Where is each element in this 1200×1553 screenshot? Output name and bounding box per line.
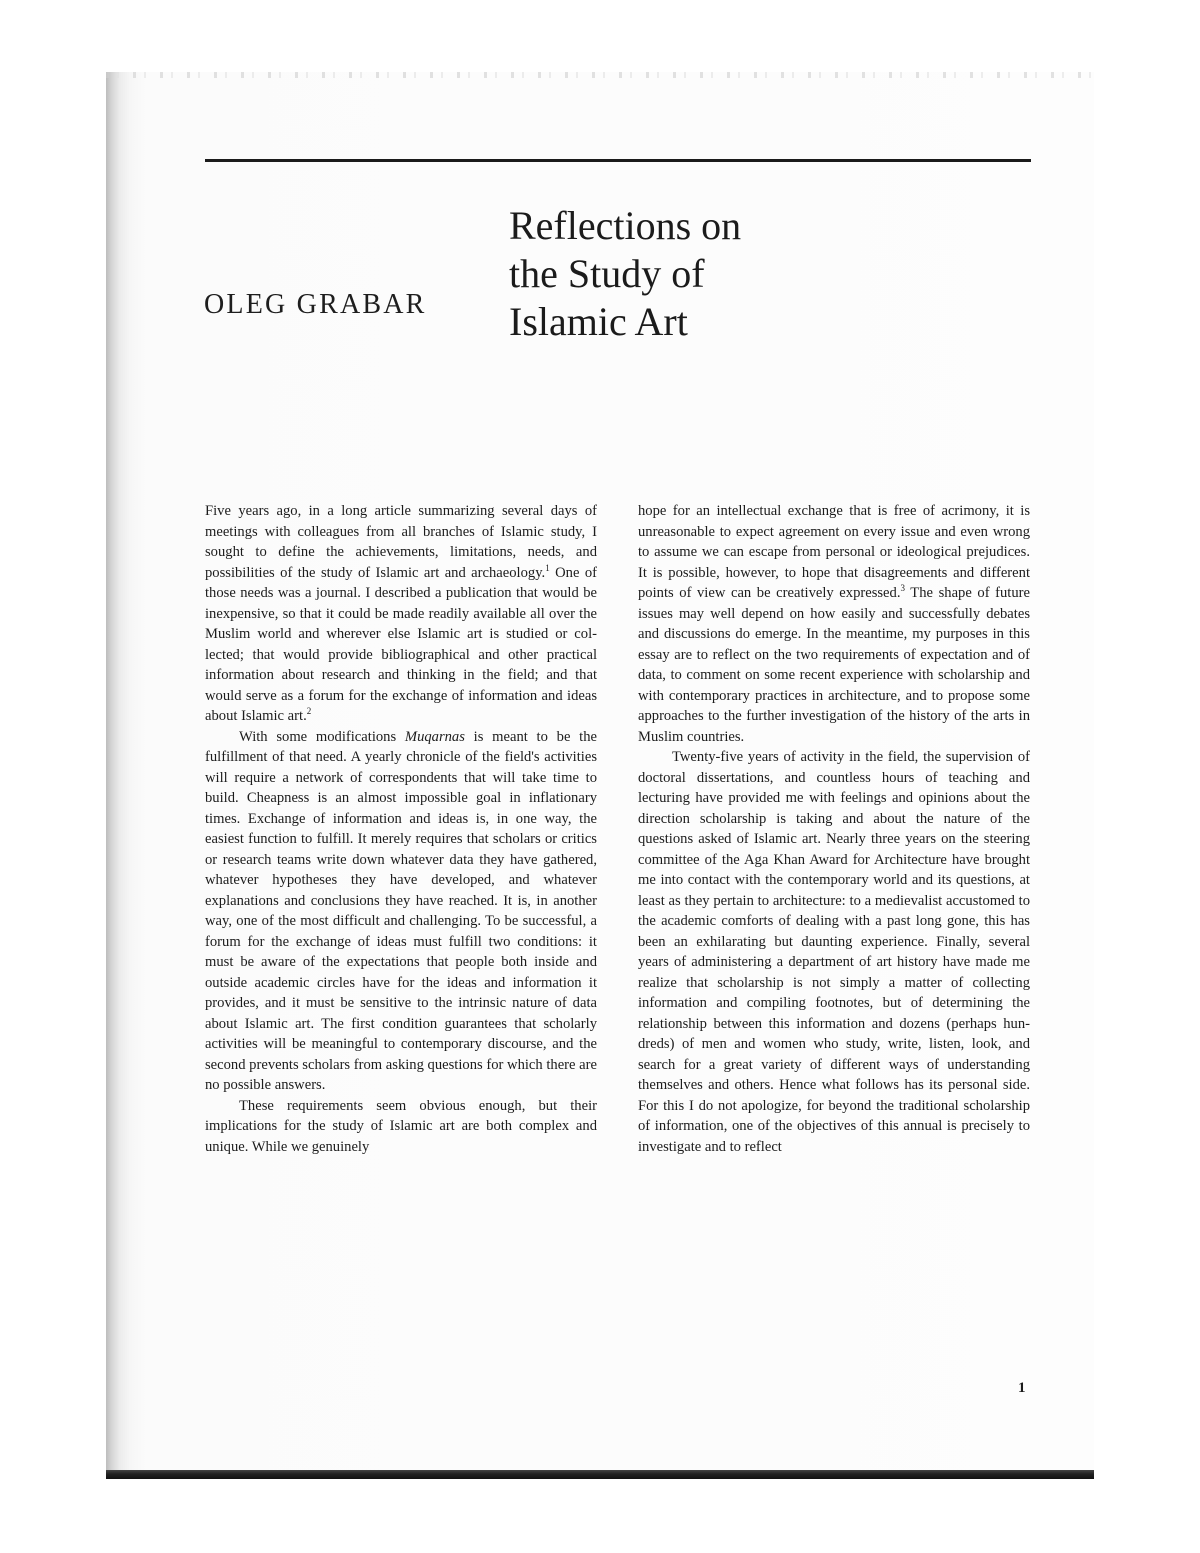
journal-name: Muqarnas <box>404 728 465 745</box>
paragraph-text: With some modifications <box>239 728 405 745</box>
title-line: the Study of <box>509 251 705 296</box>
body-column-right <box>638 501 1030 1157</box>
paragraph <box>205 501 597 727</box>
title-line: Islamic Art <box>509 299 688 344</box>
paragraph <box>638 501 1030 747</box>
footnote-ref: 1 <box>545 562 550 573</box>
paragraph-text: is meant to be the fulfillment of that need. A yearly chronicle of the field's activities will require a network of correspondents that will take time to build. Cheapness is an almost impossible goal in inflationary times. Exchange of information and ideas is, in one way, the easiest function to fulfill. It merely requires that scholars or critics or research teams write down whatever data they have gathered, whatever hypotheses they have developed, and whatever explanations and conclusions they have reached. It is, in another way, one of the most difficult and challenging. To be successful, a forum for the exchange of ideas must fulfill two conditions: it must be aware of the expectations that people both inside and outside academic circles have for the ideas and information it provides, and it must be sensitive to the intrinsic nature of data about Islamic art. The first condition guarantees that scholarly activities will be meaningful to contemporary discourse, and the second prevents scholars from asking questions for which there are no possible answers. <box>205 728 597 1093</box>
paragraph-text: One of those needs was a journal. I described a publication that would be inexpensive, so that it could be made readily available all over the Muslim world and wherever else Islamic art is studied or collected; that would provide bibliographical and other practical information about research and thinking in the field; and that would serve as a forum for the exchange of information and ideas about Islamic art. <box>205 564 597 724</box>
paragraph-text: hope for an intellectual exchange that is free of acrimony, it is unreasonable to expect agreement on every issue and even wrong to assume we can escape from personal or ideological prejudices. It is possible, however, to hope that disagreements and different points of view can be creatively expressed. <box>638 503 1030 601</box>
footnote-ref: 3 <box>900 583 905 594</box>
paragraph-text: The shape of future issues may well depend on how easily and successfully debates and discussions do emerge. In the meantime, my purposes in this essay are to reflect on the two requirements of expectation and of data, to comment on some recent experience with scholarship and with contemporary practices in architecture, and to propose some approaches to the further investigation of the history of the arts in Muslim countries. <box>638 585 1030 745</box>
paragraph <box>205 727 597 1096</box>
scan-top-edge <box>106 72 1094 78</box>
article-title <box>509 202 829 346</box>
page-number: 1 <box>1018 1380 1026 1396</box>
paragraph-text: Five years ago, in a long article summarizing several days of meetings with colleagues from all branches of Islamic study, I sought to define the achievements, limitations, needs, and possibilities of the study of Islamic art and archaeology. <box>205 503 597 581</box>
body-column-left <box>205 501 597 1157</box>
header-rule <box>205 159 1031 162</box>
scan-bottom-edge <box>106 1470 1094 1479</box>
footnote-ref: 2 <box>306 706 312 717</box>
paragraph: These requirements seem obvious enough, but their implications for the study of Islamic art are both complex and unique. While we genuinely <box>205 1097 597 1155</box>
title-line: Reflections on <box>509 203 742 248</box>
paragraph: Twenty-five years of activity in the field, the supervision of doctoral dissertations, and countless hours of teaching and lecturing have provided me with feelings and opinions about the direction scholarship is taking and about the nature of the questions asked of Islamic art. Nearly three years on the steering committee of the Aga Khan Award for Architecture have brought me into contact with the contemporary world and its questions, at least as they pertain to architecture: to a medievalist accustomed to the academic comforts of dealing with a past long gone, this has been an exhilarating but daunting experience. Finally, several years of administering a department of art history have made me realize that scholarship is not simply a matter of collecting information and compiling footnotes, but of determining the relationship between this information and dozens (perhaps hundreds) of men and women who study, write, listen, look, and search for a great variety of different ways of understanding themselves and others. Hence what follows has its personal side. For this I do not apologize, for beyond the traditional scholarship of information, one of the objectives of this annual is precisely to investigate and to reflect <box>638 749 1030 1155</box>
author-name: OLEG GRABAR <box>204 289 427 320</box>
